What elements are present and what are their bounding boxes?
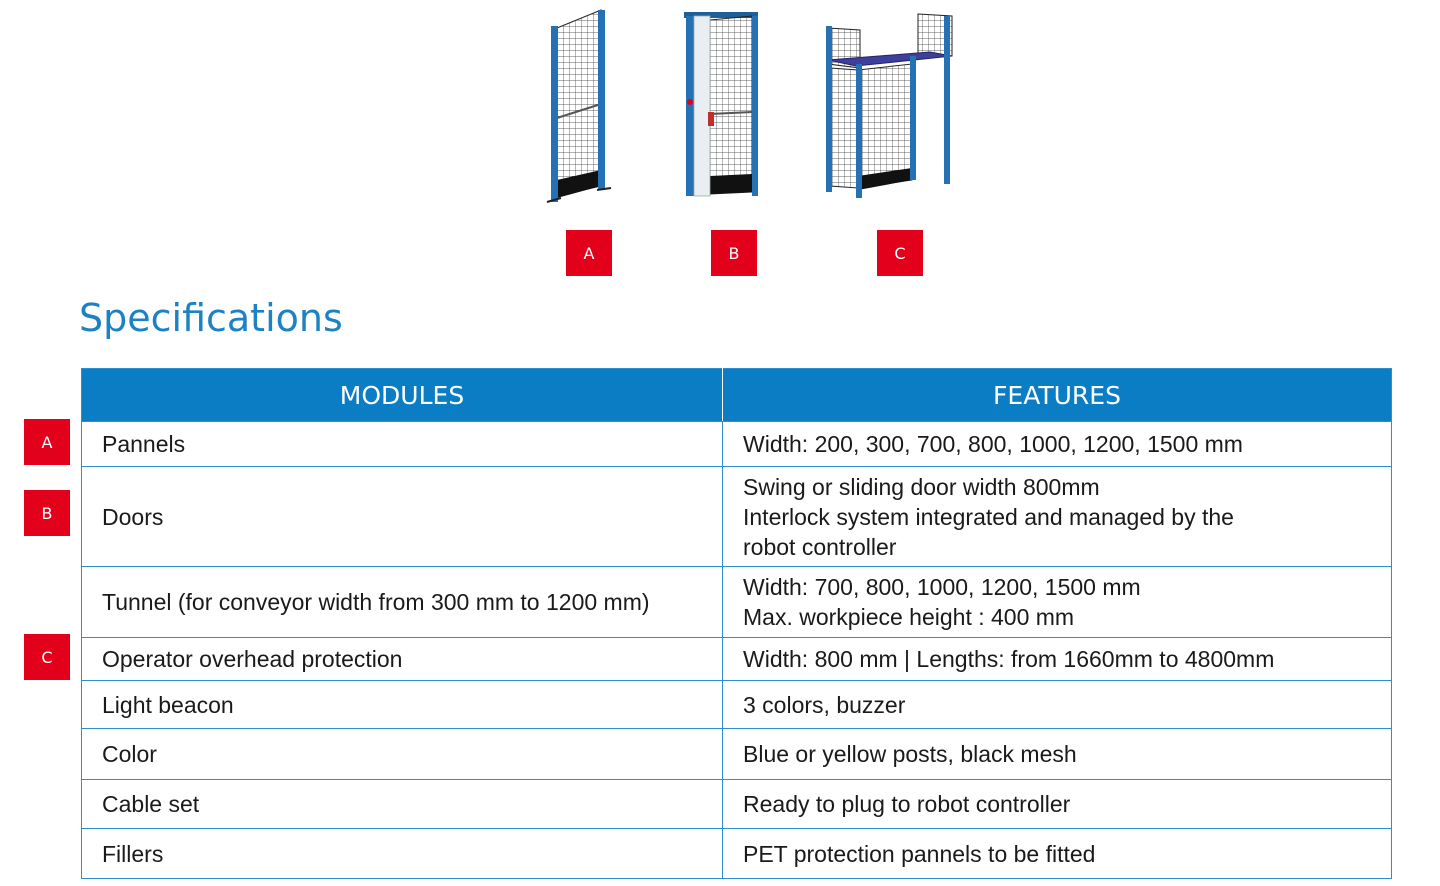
table-header-row [82,369,1392,422]
specifications-table [81,368,1392,879]
features-cell: PET protection pannels to be fitted [723,829,1392,879]
overhead-tunnel-icon [820,8,960,200]
module-tag-a: A [566,230,612,276]
table-row [82,467,1392,567]
column-header-modules: MODULES [82,369,723,422]
door-panel-icon [680,8,762,200]
features-cell: Blue or yellow posts, black mesh [723,729,1392,780]
module-cell: Color [82,729,723,780]
features-cell: Swing or sliding door width 800mm Interlock system integrated and managed by the robot controller [723,467,1392,567]
features-cell: Width: 200, 300, 700, 800, 1000, 1200, 1500 mm [723,422,1392,467]
table-row [82,780,1392,829]
features-cell: 3 colors, buzzer [723,681,1392,729]
table-row [82,638,1392,681]
row-tag-c: C [24,634,70,680]
features-cell: Ready to plug to robot controller [723,780,1392,829]
fence-panel-icon [545,8,615,204]
module-tag-c: C [877,230,923,276]
table-row [82,729,1392,780]
module-cell: Light beacon [82,681,723,729]
module-cell: Tunnel (for conveyor width from 300 mm to 1200 mm) [82,567,723,638]
table-row [82,567,1392,638]
features-cell: Width: 800 mm | Lengths: from 1660mm to 4800mm [723,638,1392,681]
module-cell: Doors [82,467,723,567]
module-cell: Fillers [82,829,723,879]
page-title: Specifications [79,296,343,340]
row-tag-b: B [24,490,70,536]
module-cell: Operator overhead protection [82,638,723,681]
module-tag-b: B [711,230,757,276]
module-cell: Cable set [82,780,723,829]
table-row [82,681,1392,729]
table-row [82,829,1392,879]
table-row [82,422,1392,467]
row-tag-a: A [24,419,70,465]
features-cell: Width: 700, 800, 1000, 1200, 1500 mm Max. workpiece height : 400 mm [723,567,1392,638]
module-cell: Pannels [82,422,723,467]
column-header-features: FEATURES [723,369,1392,422]
